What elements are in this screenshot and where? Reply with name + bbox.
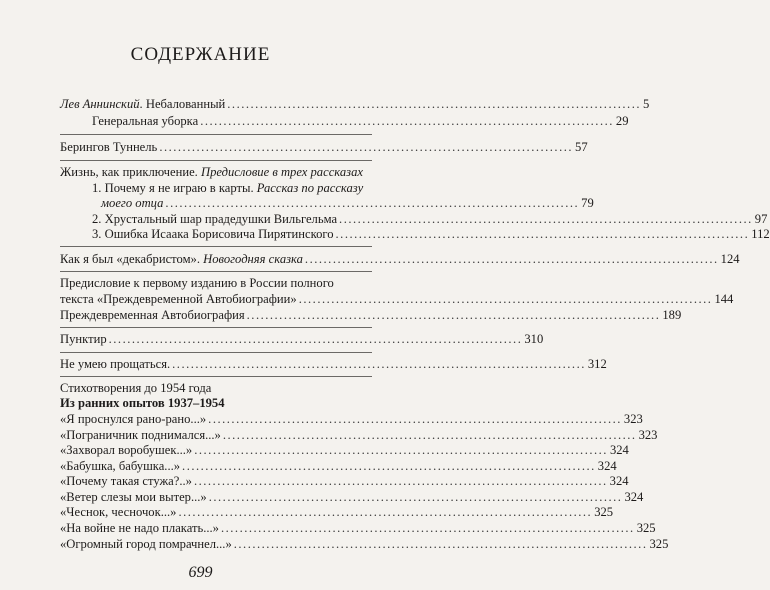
toc-page-number: 312 (587, 357, 607, 371)
section-divider (60, 246, 372, 247)
toc-entry-subtitle: Предисловие в трех рассказах (200, 165, 363, 179)
toc-author: Лев Аннинский (60, 97, 140, 111)
toc-entry-continuation (101, 196, 594, 211)
toc-entry (60, 252, 740, 267)
section-divider (60, 134, 372, 135)
toc-page-number: 324 (609, 474, 629, 488)
toc-entry-label: Как я был «декабристом». (60, 252, 200, 266)
toc-entry (60, 537, 669, 552)
toc-page-number: 29 (615, 114, 629, 128)
leader-dots: ......................................................................................... (246, 308, 661, 322)
toc-entry (60, 474, 629, 489)
toc-entry (92, 227, 770, 242)
toc-entry-label: Жизнь, как приключение. (60, 165, 198, 179)
toc-page-number: 124 (720, 252, 740, 266)
leader-dots: ......................................................................................... (220, 521, 635, 535)
leader-dots: ......................................................................................... (194, 443, 608, 457)
toc-entry (60, 308, 682, 323)
section-divider (60, 160, 372, 161)
toc-entry-label: «Бабушка, бабушка...» (60, 459, 181, 473)
toc-entry-label: 3. Ошибка Исаака Борисовича Пирятинского (92, 227, 334, 241)
toc-page-number: 112 (751, 227, 770, 241)
toc-entry-label: «Захворал воробушек...» (60, 443, 193, 457)
toc-page-number: 324 (624, 490, 644, 504)
leader-dots: ......................................................................................... (172, 357, 586, 371)
leader-dots: ......................................................................................... (233, 537, 648, 551)
toc-entry (60, 332, 544, 347)
toc-entry-label: «Пограничник поднимался...» (60, 428, 221, 442)
toc-entry-label: Пунктир (60, 332, 107, 346)
toc-entry (60, 140, 588, 155)
toc-entry (92, 212, 768, 227)
toc-page-number: 323 (638, 428, 658, 442)
toc-entry-continuation (60, 292, 734, 307)
toc-entry-label: 1. Почему я не играю в карты. (92, 181, 254, 195)
toc-entry-label: «На войне не надо плакать...» (60, 521, 219, 535)
toc-entry-label: 2. Хрустальный шар прадедушки Вильгельма (92, 212, 338, 226)
toc-entry (60, 505, 614, 520)
toc-entry (60, 357, 607, 372)
leader-dots: ......................................................................................... (208, 412, 622, 426)
toc-entry-label: Берингов Туннель (60, 140, 158, 154)
toc-entry: Предисловие к первому изданию в России полного (60, 276, 334, 290)
toc-entry (60, 412, 643, 427)
leader-dots: ......................................................................................... (222, 428, 637, 442)
toc-page-number: 324 (609, 443, 629, 457)
leader-dots: ......................................................................................... (108, 332, 523, 346)
toc-entry (60, 97, 650, 112)
toc-entry (60, 443, 629, 458)
toc-entry-label: Генеральная уборка (92, 114, 199, 128)
toc-entry-label: Не умею прощаться. (60, 357, 171, 371)
toc-entry-subtitle: моего отца (101, 196, 164, 210)
toc-page-number: 5 (643, 97, 650, 111)
toc-page-number: 325 (636, 521, 656, 535)
toc-page-number: 144 (714, 292, 734, 306)
leader-dots: ......................................................................................... (193, 474, 608, 488)
toc-page-number: 189 (662, 308, 682, 322)
toc-page-number: 310 (524, 332, 544, 346)
toc-entry (60, 165, 461, 180)
leader-dots: ......................................................................................... (165, 196, 580, 210)
toc-entry-subtitle: Рассказ по рассказу (256, 181, 364, 195)
toc-page-number: 97 (754, 212, 768, 226)
toc-page-number: 79 (581, 196, 594, 210)
toc-page-number: 325 (594, 505, 614, 519)
section-divider (60, 352, 372, 353)
leader-dots: ......................................................................................... (208, 490, 623, 504)
leader-dots: ......................................................................................... (335, 227, 750, 241)
toc-entry-label: . Небалованный (139, 97, 226, 111)
toc-entry-label: «Огромный город помрачнел...» (60, 537, 232, 551)
toc-section-heading: Из ранних опытов 1937–1954 (60, 396, 225, 410)
toc-page-number: 57 (575, 140, 588, 154)
leader-dots: ......................................................................................... (298, 292, 713, 306)
toc-entry (92, 114, 629, 129)
toc-entry (60, 490, 644, 505)
toc-entry-label: «Почему такая стужа?..» (60, 474, 192, 488)
section-divider (60, 271, 372, 272)
page-title: СОДЕРЖАНИЕ (130, 44, 271, 65)
toc-page-number: 323 (623, 412, 643, 426)
section-divider (60, 327, 372, 328)
page-number: 699 (188, 564, 213, 581)
toc-entry-label: «Ветер слезы мои вытер...» (60, 490, 207, 504)
toc-entry-label: Преждевременная Автобиография (60, 308, 245, 322)
toc-entry-subtitle: Новогодняя сказка (203, 252, 303, 266)
leader-dots: ......................................................................................... (304, 252, 719, 266)
leader-dots: ......................................................................................... (178, 505, 593, 519)
toc-entry-label: текста «Преждевременной Автобиографии» (60, 292, 297, 306)
leader-dots: ......................................................................................... (159, 140, 574, 154)
toc-page-number: 324 (597, 459, 617, 473)
leader-dots: ......................................................................................... (339, 212, 753, 226)
leader-dots: ......................................................................................... (227, 97, 641, 111)
toc-entry (92, 181, 493, 196)
toc-entry (60, 521, 656, 536)
leader-dots: ......................................................................................... (200, 114, 614, 128)
toc-entry: Стихотворения до 1954 года (60, 381, 212, 395)
toc-entry-label: «Я проснулся рано-рано...» (60, 412, 207, 426)
section-divider (60, 376, 372, 377)
toc-entry (60, 428, 658, 443)
toc-page-number: 325 (649, 537, 669, 551)
leader-dots: ......................................................................................... (182, 459, 596, 473)
toc-entry (60, 459, 617, 474)
toc-entry-label: «Чеснок, чесночок...» (60, 505, 177, 519)
